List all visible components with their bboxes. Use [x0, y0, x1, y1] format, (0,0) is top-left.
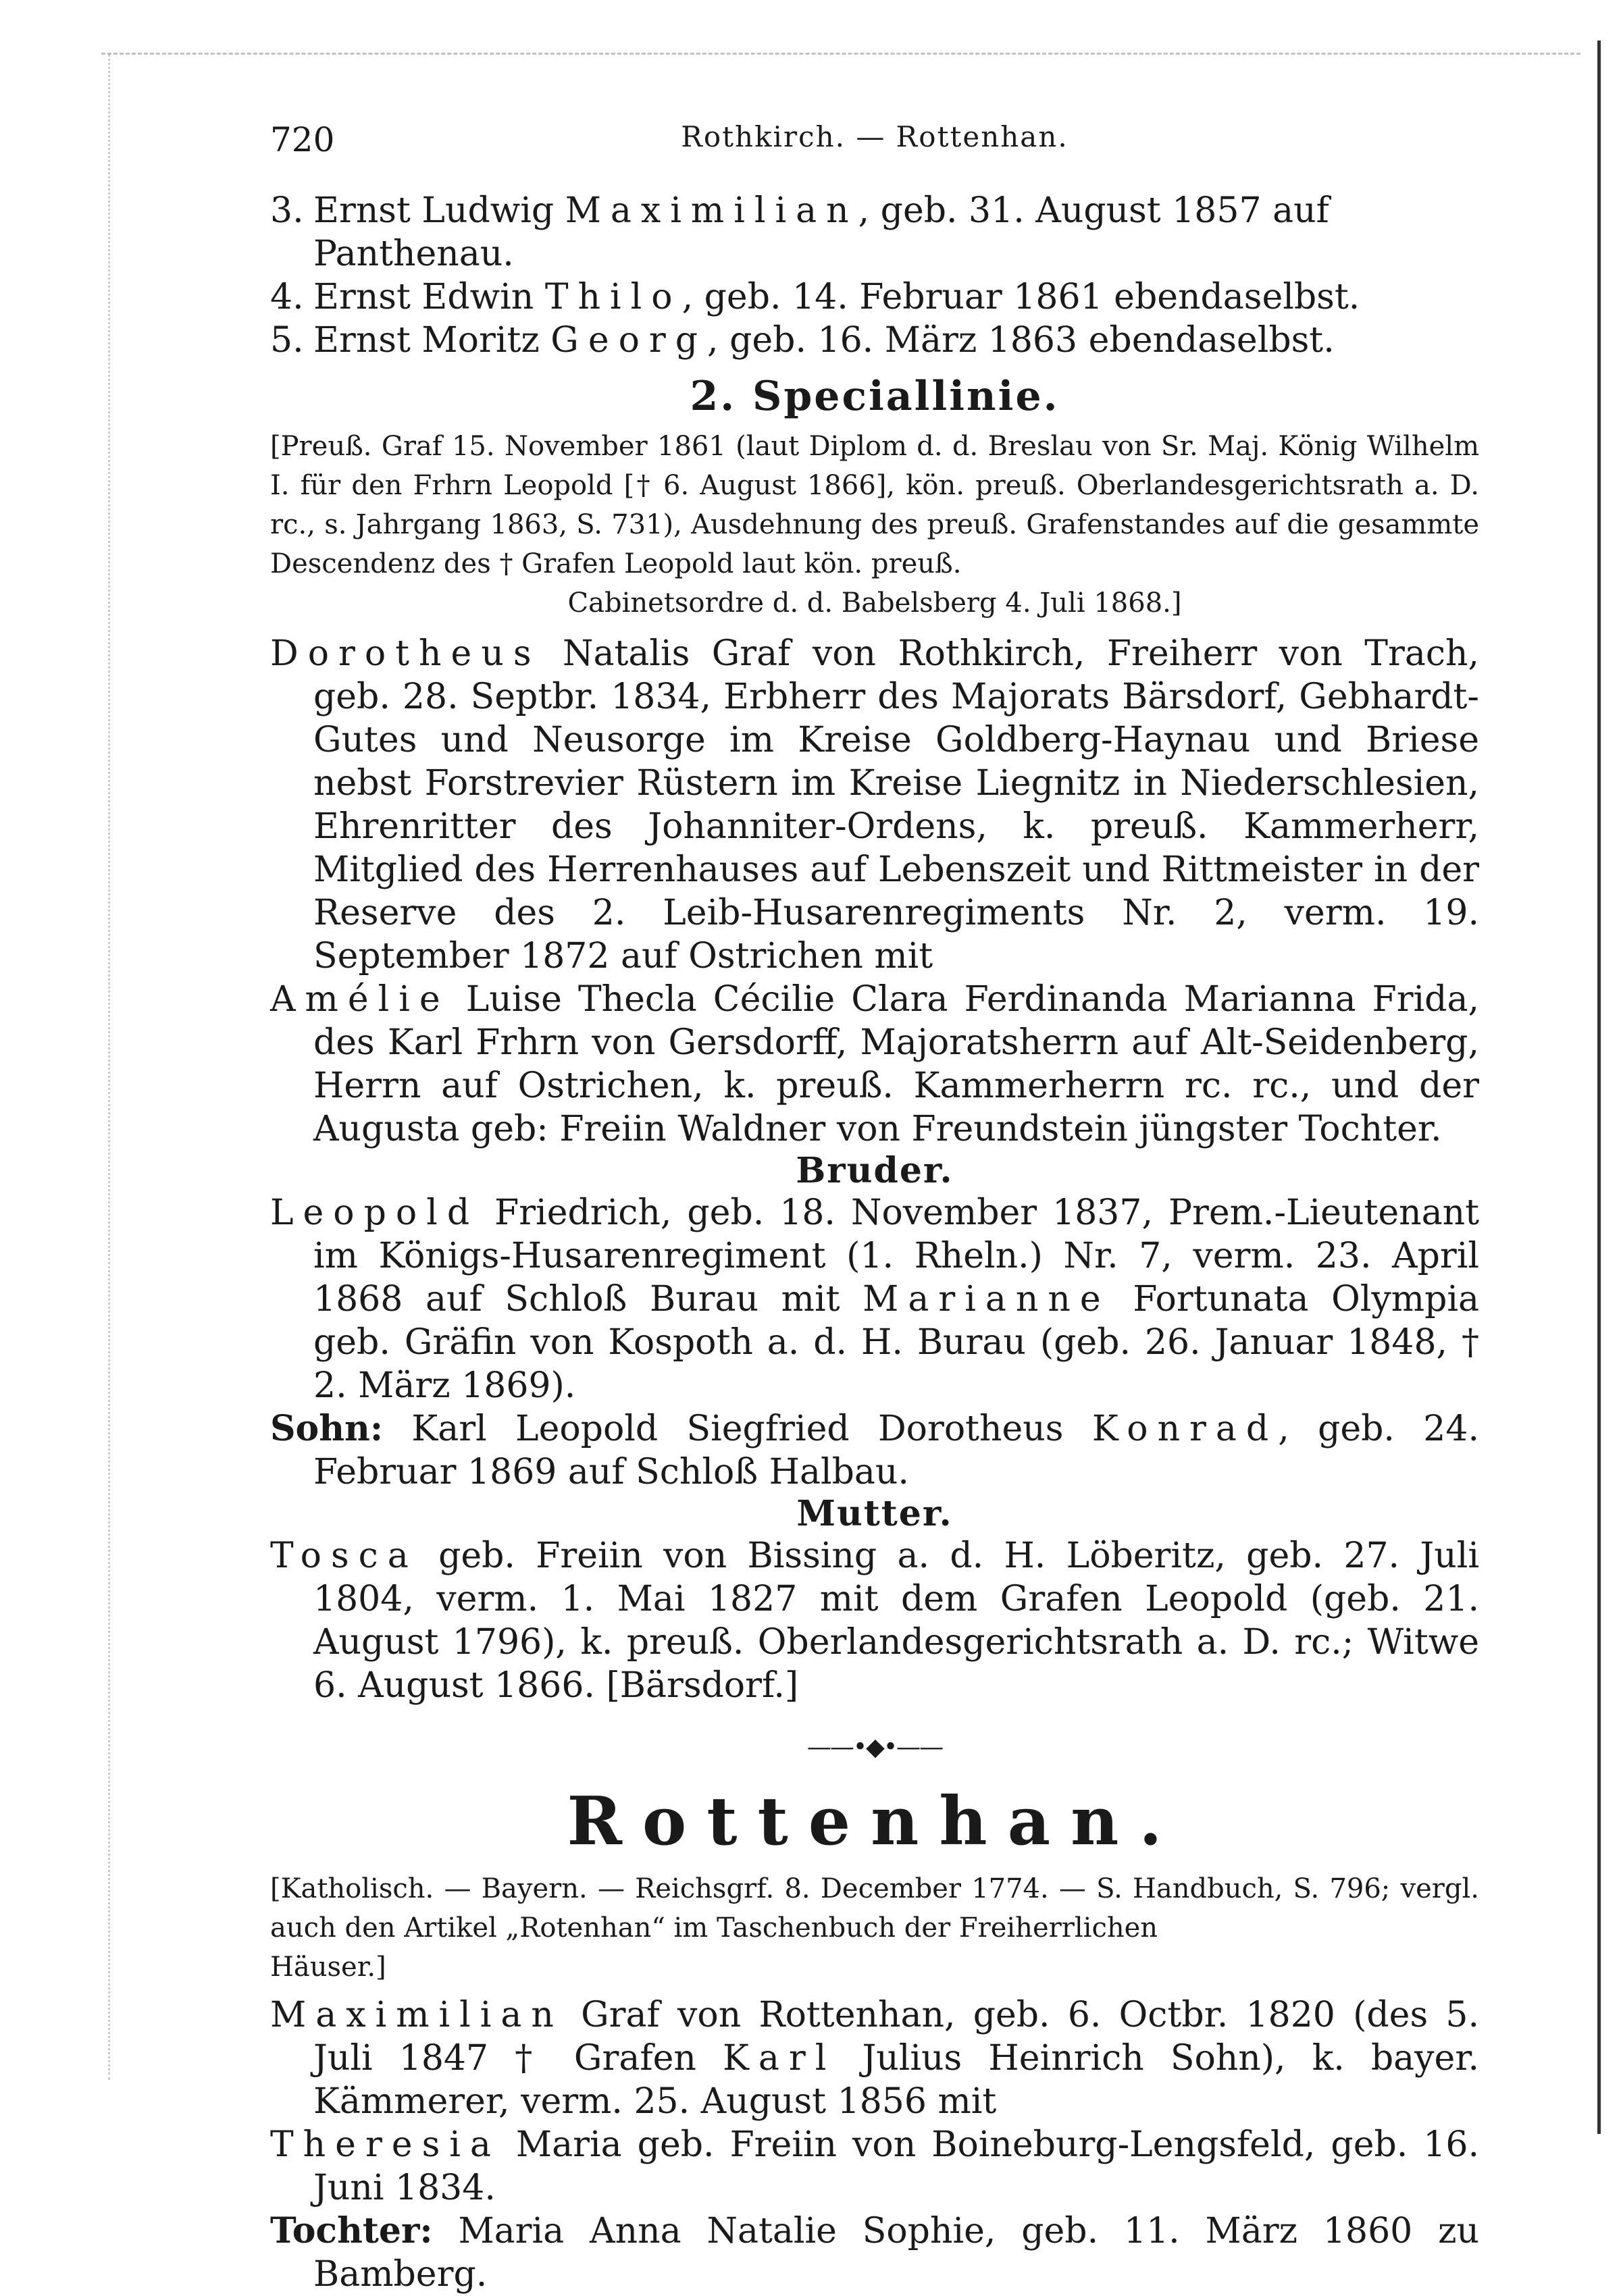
page-header [270, 120, 1479, 161]
list-item: 4. Ernst Edwin Thilo, geb. 14. Februar 1861 ebendaselbst. [270, 277, 1360, 317]
genealogy-entry: Tochter: Maria Anna Natalie Sophie, geb. 11. März 1860 zu Bamberg. [270, 2210, 1479, 2295]
list-item: 5. Ernst Moritz Georg, geb. 16. März 1863 ebendaselbst. [270, 320, 1335, 361]
section-note-end: Cabinetsordre d. d. Babelsberg 4. Juli 1868.] [567, 588, 1182, 619]
scan-top-edge [101, 53, 1580, 55]
genealogy-entry: Theresia Maria geb. Freiin von Boineburg-Lengsfeld, geb. 16. Juni 1834. [270, 2124, 1479, 2208]
running-title: Rothkirch. — Rottenhan. [681, 120, 1069, 153]
page-number: 720 [270, 120, 335, 159]
genealogy-entry: Dorotheus Natalis Graf von Rothkirch, Freiherr von Trach, geb. 28. Septbr. 1834, Erbherr des Majorats Bärsdorf, Gebhardt-Gutes und Neusorge im Kreise Goldberg-Haynau und Briese nebst Forstrevier Rüstern im Kreise Liegnitz in Niederschlesien, Ehrenritter des Johanniter-Ordens, k. preuß. Kammerherr, Mitglied des Herrenhauses auf Lebenszeit und Rittmeister in der Reserve des 2. Leib-Husarenregiments Nr. 2, verm. 19. September 1872 auf Ostrichen mit [270, 633, 1479, 976]
section-heading: 2. Speciallinie. [690, 373, 1060, 420]
scan-right-edge [1597, 41, 1601, 2134]
genealogy-entry: Maximilian Graf von Rottenhan, geb. 6. Octbr. 1820 (des 5. Juli 1847 † Grafen Karl Julius Heinrich Sohn), k. bayer. Kämmerer, verm. 25. August 1856 mit [270, 1995, 1479, 2122]
section-note: [Preuß. Graf 15. November 1861 (laut Diplom d. d. Breslau von Sr. Maj. König Wilhelm I. für den Frhrn Leopold [† 6. August 1866], kön. preuß. Oberlandesgerichtsrath a. D. rc., s. Jahrgang 1863, S. 731), Ausdehnung des preuß. Grafenstandes auf die gesammte Descendenz des † Grafen Leopold laut kön. preuß. [270, 431, 1479, 579]
genealogy-entry: Tosca geb. Freiin von Bissing a. d. H. Löberitz, geb. 27. Juli 1804, verm. 1. Mai 1827 mit dem Grafen Leopold (geb. 21. August 1796), k. preuß. Oberlandesgerichtsrath a. D. rc.; Witwe 6. August 1866. [Bärsdorf.] [270, 1536, 1479, 1706]
family-title: Rottenhan. [567, 1783, 1183, 1860]
list-item: 3. Ernst Ludwig Maximilian, geb. 31. August 1857 auf Panthenau. [270, 190, 1329, 274]
genealogy-entry: Sohn: Karl Leopold Siegfried Dorotheus Konrad, geb. 24. Februar 1869 auf Schloß Halbau. [270, 1408, 1479, 1492]
page-body [270, 189, 1479, 2296]
subsection-heading: Bruder. [796, 1150, 954, 1191]
scan-left-edge [108, 54, 110, 2080]
genealogy-entry: Leopold Friedrich, geb. 18. November 1837, Prem.-Lieutenant im Königs-Husarenregiment (1. Rheln.) Nr. 7, verm. 23. April 1868 auf Schloß Burau mit Marianne Fortunata Olympia geb. Gräfin von Kospoth a. d. H. Burau (geb. 26. Januar 1848, † 2. März 1869). [270, 1193, 1479, 1406]
genealogy-entry: Amélie Luise Thecla Cécilie Clara Ferdinanda Marianna Frida, des Karl Frhrn von Gersdorff, Majoratsherrn auf Alt-Seidenberg, Herrn auf Ostrichen, k. preuß. Kammerherrn rc. rc., und der Augusta geb: Freiin Waldner von Freundstein jüngster Tochter. [270, 979, 1479, 1149]
section-note-end: Häuser.] [270, 1952, 386, 1983]
subsection-heading: Mutter. [796, 1493, 953, 1534]
section-note: [Katholisch. — Bayern. — Reichsgrf. 8. December 1774. — S. Handbuch, S. 796; vergl. auch den Artikel „Rotenhan“ im Taschenbuch der Freiherrlichen [270, 1873, 1479, 1943]
divider-ornament: ——•◆•—— [806, 1733, 943, 1761]
